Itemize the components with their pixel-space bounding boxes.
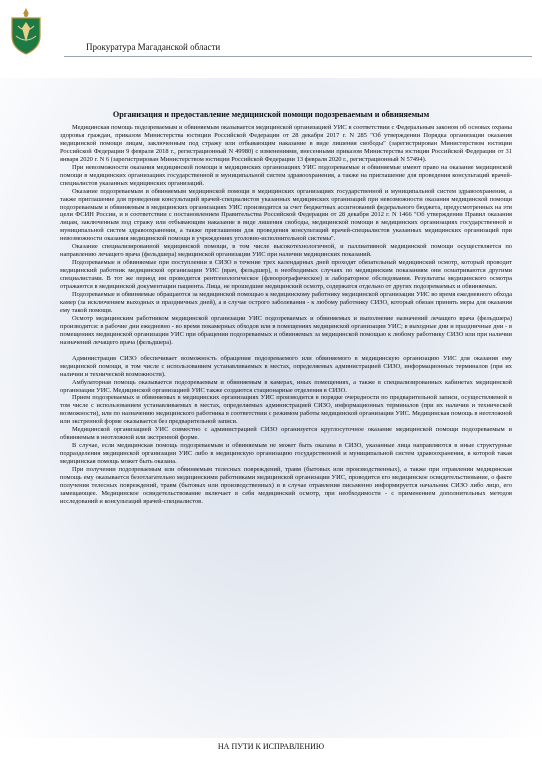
paragraph: Медицинской организацией УИС совместно с администрацией СИЗО организуется круглосуточное оказание медицинской помощи подозреваемым и обвиняемым в неотложной или экстренной форме.: [60, 426, 512, 442]
paragraph: При невозможности оказания медицинской помощи в медицинских организациях УИС подозреваемые и обвиняемые имеют право на оказание медицинской помощи в медицинских организациях государственной и муниципальной систем здравоохранения, а также на приглашение для проведения консультаций врачей-специалистов указанных медицинских организаций.: [60, 163, 512, 187]
prosecutor-emblem-icon: [8, 6, 44, 56]
paragraph: Медицинская помощь подозреваемым и обвиняемым оказывается медицинской организацией УИС в соответствии с Федеральным законом об основах охраны здоровья граждан, приказом Министерства юстиции Российской Федерации от 28 декабря 2017 г. N 285 "Об утверждении Порядка организации оказания медицинской помощи лицам, заключенным под стражу или отбывающим наказание в виде лишения свободы" (зарегистрирован Министерством юстиции Российской Федерации 9 февраля 2018 г., регистрационный N 49980) с изменениями, внесенными приказом Министерства юстиции Российской Федерации от 31 января 2020 г. N 6 (зарегистрирован Министерством юстиции Российской Федерации 13 февраля 2020 г., регистрационный N 57494).: [60, 124, 512, 163]
document-body: [60, 124, 512, 506]
paragraph: Осмотр медицинским работником медицинской организации УИС подозреваемых и обвиняемых и выполнение назначений лечащего врача (фельдшера) производятся: в рабочие дни ежедневно - во время покамерных обходов или в помещениях медицинской организации УИС; в выходные дни и праздничные дни - в помещениях медицинской организации УИС при обращении подозреваемых и обвиняемых за медицинской помощью к любому работнику СИЗО или при наличии назначений лечащего врача (фельдшера).: [60, 314, 512, 346]
paragraph: При получении подозреваемым или обвиняемым телесных повреждений, травм (бытовых или производственных), а также при отравлении медицинская помощь ему оказывается безотлагательно медицинскими работниками медицинской организации УИС, проводится его медицинское освидетельствование, о факте получения телесных повреждений, травм (бытовых или производственных) и в случае отравления письменно информируется начальник СИЗО либо лицо, его замещающее. Медицинское освидетельствование включает в себя медицинский осмотр, при необходимости - с применением дополнительных методов исследований и консультаций врачей-специалистов.: [60, 466, 512, 505]
paragraph: Подозреваемые и обвиняемые при поступлении в СИЗО в течение трех календарных дней проходят обязательный медицинский осмотр, который проводит медицинский работник медицинской организации УИС (врач, фельдшер), в необходимых случаях по медицинским показаниям они осматриваются другими специалистами. В тот же период им проводится рентгенологическое (флюорографическое) и лабораторное обследования. Результаты медицинского осмотра отражаются в медицинской документации пациента. Лица, не прошедшие медицинский осмотр, содержатся отдельно от других подозреваемых и обвиняемых.: [60, 259, 512, 291]
paragraph: Амбулаторная помощь оказывается подозреваемым и обвиняемым в камерах, иных помещениях, а также в специализированных кабинетах медицинской организации УИС. Медицинской организацией УИС также создаются стационарные отделения в СИЗО.: [60, 378, 512, 394]
document-title: Организация и предоставление медицинской помощи подозреваемым и обвиняемым: [112, 110, 430, 119]
paragraph: Оказание специализированной медицинской помощи, в том числе высокотехнологичной, и паллиативной медицинской помощи осуществляется по направлению лечащего врача (фельдшера) медицинской организации УИС при наличии медицинских показаний.: [60, 243, 512, 259]
paragraph: Подозреваемые и обвиняемые обращаются за медицинской помощью к медицинскому работнику медицинской организации УИС во время ежедневного обхода камер (за исключением выходных и праздничных дней), а в случае острого заболевания - к любому работнику СИЗО, который обязан принять меры для оказания ему такой помощи.: [60, 291, 512, 314]
footer-slogan: НА ПУТИ К ИСПРАВЛЕНИЮ: [217, 742, 325, 751]
paragraph: В случае, если медицинская помощь подозреваемым и обвиняемым не может быть оказана в СИЗО, указанные лица направляются в иные структурные подразделения медицинской организации УИС либо в медицинскую организацию государственной и муниципальной систем здравоохранения, в которой такая медицинская помощь может быть оказана.: [60, 442, 512, 466]
paragraph: Администрация СИЗО обеспечивает возможность обращения подозреваемого или обвиняемого в медицинскую организацию УИС для оказания ему медицинской помощи, в том числе с использованием устанавливаемых в местах, определяемых администрацией СИЗО, информационных терминалов (при их наличии и технической возможности).: [60, 354, 512, 378]
organization-name: Прокуратура Магаданской области: [86, 42, 221, 52]
paragraph: Прием подозреваемых и обвиняемых в медицинских организациях УИС производится в порядке очередности по предварительной записи, осуществляемой в том числе с использованием устанавливаемых в местах, определяемых администрацией СИЗО, информационных терминалов (при их наличии и технической возможности), или по назначению медицинского работника в соответствии с режимом работы медицинской организации УИС. Медицинская помощь в неотложной или экстренной форме оказывается без предварительной записи.: [60, 394, 512, 426]
page-header: [0, 0, 542, 70]
paragraph: Оказание подозреваемым и обвиняемым медицинской помощи в медицинских организациях государственной и муниципальной систем здравоохранения, а также приглашение для проведения консультаций врачей-специалистов указанных медицинских организаций при невозможности оказания медицинской помощи подозреваемым и обвиняемым в медицинских организациях УИС производится за счет бюджетных ассигнований федерального бюджета, предусмотренных на эти цели ФСИН России, и в соответствии с постановлением Правительства Российской Федерации от 28 декабря 2012 г. N 1466 "Об утверждении Правил оказания лицам, заключенным под стражу или отбывающим наказание в виде лишения свободы, медицинской помощи в медицинских организациях государственной и муниципальной систем здравоохранения, а также приглашения для проведения консультаций врачей-специалистов указанных медицинских организаций при невозможности оказания медицинской помощи в учреждениях уголовно-исполнительной системы".: [60, 187, 512, 243]
header-divider: [64, 56, 532, 57]
